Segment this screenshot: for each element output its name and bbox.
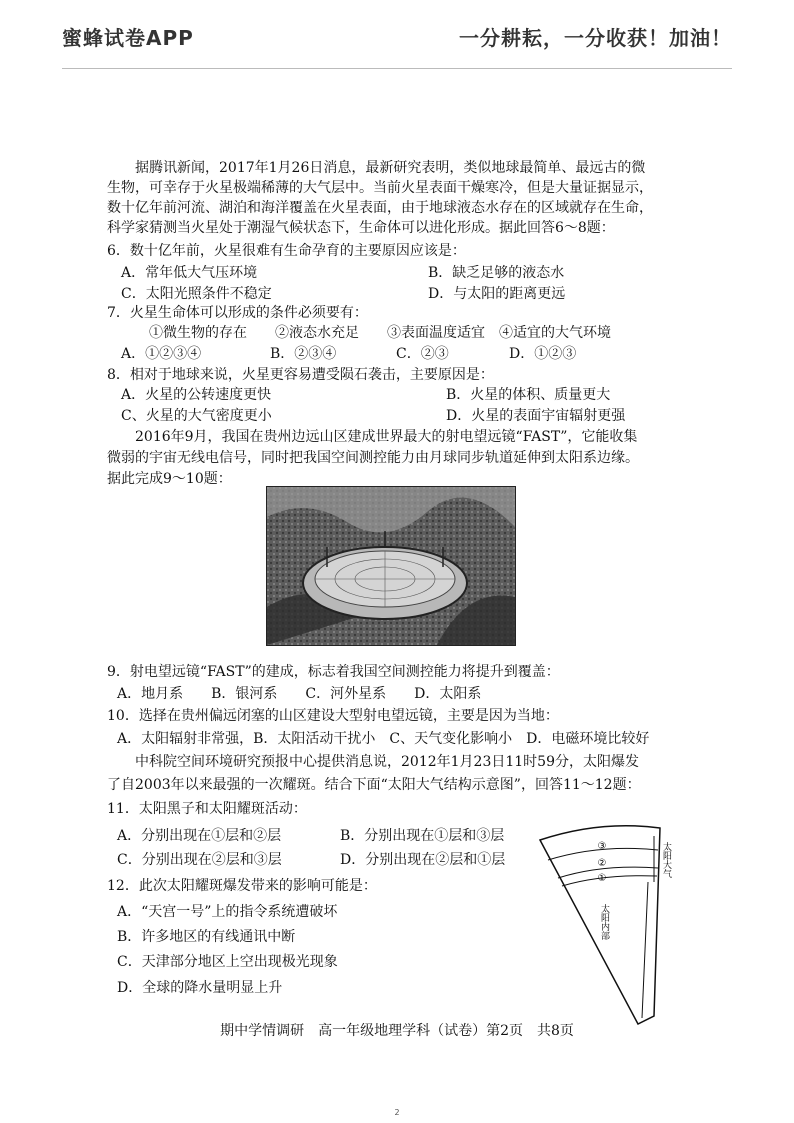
q11-stem: 11．太阳黑子和太阳耀斑活动：: [107, 801, 307, 817]
q10-stem: 10．选择在贵州偏远闭塞的山区建设大型射电望远镜，主要是因为当地：: [107, 708, 559, 724]
fast-telescope-image: [267, 487, 515, 645]
layer-3-label: ③: [597, 841, 607, 852]
q9-stem: 9．射电望远镜“FAST”的建成，标志着我国空间测控能力将提升到覆盖：: [107, 664, 560, 680]
q11-option-d: D．分别出现在②层和①层: [340, 852, 506, 868]
header-divider: [62, 68, 732, 69]
passage-fast-line3: 据此完成9～10题：: [107, 471, 232, 487]
app-name: 蜜蜂试卷APP: [62, 26, 194, 50]
q6-option-d: D．与太阳的距离更远: [428, 286, 566, 302]
q7-option-c: C．②③: [396, 346, 449, 362]
passage-mars: 据腾讯新闻，2017年1月26日消息，最新研究表明，类似地球最简单、最远古的微生物，可幸存于火星极端稀薄的大气层中。当前火星表面干燥寒冷，但是大量证据显示，数十亿年前河流、湖泊和海洋覆盖在火星表面，由于地球液态水存在的区域就存在生命，科学家猜测当火星处于潮湿气候状态下，生命体可以进化形成。据此回答6～8题：: [107, 160, 653, 236]
solar-atmosphere-label: 太阳大气: [661, 842, 671, 878]
q11-option-a: A．分别出现在①层和②层: [117, 828, 282, 844]
passage-flare-line2: 了自2003年以来最强的一次耀斑。结合下面“太阳大气结构示意图”，回答11～12题：: [107, 777, 641, 793]
q8-option-a: A．火星的公转速度更快: [121, 387, 272, 403]
q10-options: A．太阳辐射非常强，B．太阳活动干扰小 C、天气变化影响小 D．电磁环境比较好: [117, 731, 650, 747]
q7-stem: 7．火星生命体可以形成的条件必须要有：: [107, 305, 368, 321]
q7-option-a: A．①②③④: [121, 346, 202, 362]
q12-option-a: A．“天宫一号”上的指令系统遭破坏: [117, 904, 338, 920]
q6-option-b: B．缺乏足够的液态水: [428, 265, 565, 281]
q6-option-c: C．太阳光照条件不稳定: [121, 286, 272, 302]
q8-option-c: C、火星的大气密度更小: [121, 408, 272, 424]
q7-option-d: D．①②③: [509, 346, 577, 362]
q6-option-a: A．常年低大气压环境: [121, 265, 258, 281]
layer-1-label: ①: [597, 873, 607, 884]
q12-option-d: D．全球的降水量明显上升: [117, 980, 283, 996]
q11-option-b: B．分别出现在①层和③层: [340, 828, 505, 844]
fast-telescope-photo: [266, 486, 516, 646]
q12-option-c: C．天津部分地区上空出现极光现象: [117, 954, 338, 970]
q7-option-b: B．②③④: [270, 346, 337, 362]
q9-options: A．地月系 B．银河系 C．河外星系 D．太阳系: [117, 686, 482, 702]
passage-fast-line2: 微弱的宇宙无线电信号，同时把我国空间测控能力由月球同步轨道延伸到太阳系边缘。: [107, 450, 639, 466]
page-footer: 期中学情调研 高一年级地理学科（试卷）第2页 共8页: [220, 1023, 574, 1039]
q7-conditions: ①微生物的存在 ②液态水充足 ③表面温度适宜 ④适宜的大气环境: [149, 325, 611, 341]
solar-interior-label: 太阳内部: [599, 904, 609, 940]
q8-option-b: B．火星的体积、质量更大: [446, 387, 611, 403]
q12-stem: 12．此次太阳耀斑爆发带来的影响可能是：: [107, 878, 377, 894]
solar-atmosphere-diagram: [538, 818, 673, 1028]
q8-stem: 8．相对于地球来说，火星更容易遭受陨石袭击，主要原因是：: [107, 367, 494, 383]
passage-flare-line1: 中科院空间环境研究预报中心提供消息说，2012年1月23日11时59分，太阳爆发: [135, 754, 639, 770]
layer-2-label: ②: [597, 858, 607, 869]
q8-option-d: D．火星的表面宇宙辐射更强: [446, 408, 626, 424]
q12-option-b: B．许多地区的有线通讯中断: [117, 929, 296, 945]
q6-stem: 6．数十亿年前，火星很难有生命孕育的主要原因应该是：: [107, 243, 466, 259]
page-number: 2: [394, 1108, 400, 1117]
passage-fast-line1: 2016年9月，我国在贵州边远山区建成世界最大的射电望远镜“FAST”，它能收集: [135, 429, 638, 445]
slogan: 一分耕耘，一分收获！加油！: [459, 26, 732, 50]
q11-option-c: C．分别出现在②层和③层: [117, 852, 282, 868]
